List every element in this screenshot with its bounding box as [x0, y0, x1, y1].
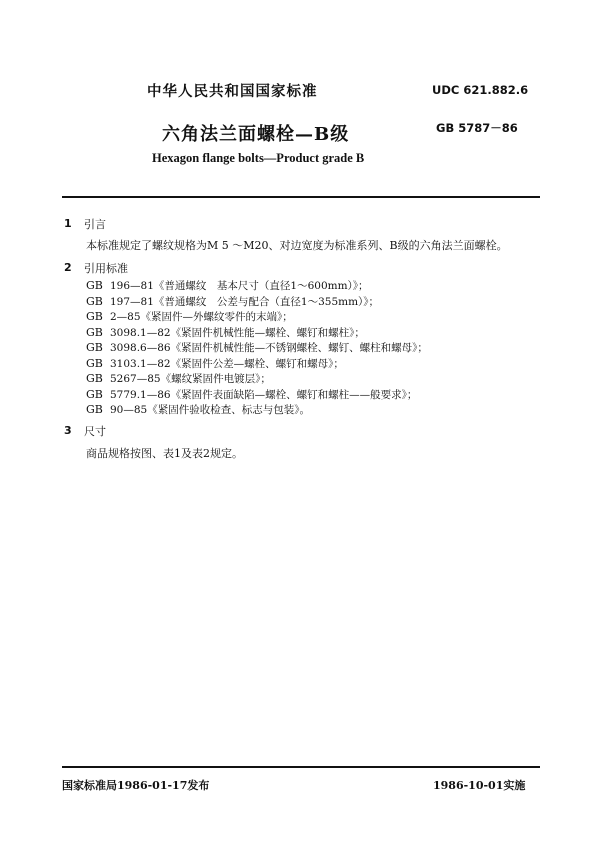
reference-list [86, 278, 428, 418]
section-3-number: 3 [64, 424, 72, 437]
reference-item [86, 325, 428, 341]
section-1-body: 本标准规定了螺纹规格为M 5 ～M20、对边宽度为标准系列、B级的六角法兰面螺栓。 [86, 239, 508, 252]
section-1-number: 1 [64, 217, 72, 230]
effective-date: 1986-10-01实施 [433, 779, 526, 792]
reference-text: 196—81《普通螺纹 基本尺寸（直径1～600mm）》； [110, 280, 369, 292]
reference-prefix: GB [86, 325, 103, 339]
reference-text: 5267—85《螺纹紧固件电镀层》； [110, 373, 271, 385]
reference-prefix: GB [86, 403, 103, 416]
reference-item [86, 356, 428, 372]
reference-text: 2—85《紧固件—外螺纹零件的末端》； [110, 311, 293, 323]
reference-item [86, 278, 428, 294]
section-3-body: 商品规格按图、表1及表2规定。 [86, 447, 243, 460]
reference-item [86, 309, 428, 325]
reference-text: 197—81《普通螺纹 公差与配合（直径1～355mm）》； [110, 295, 380, 308]
issuing-authority: 中华人民共和国国家标准 [147, 83, 318, 100]
footer-rule [62, 766, 540, 768]
section-1-title: 引言 [84, 218, 106, 231]
reference-prefix: GB [86, 279, 103, 292]
reference-item [86, 387, 428, 403]
document-subtitle-en: Hexagon flange bolts—Product grade B [152, 151, 365, 165]
udc-code: UDC 621.882.6 [432, 83, 529, 97]
reference-text: 5779.1—86《紧固件表面缺陷—螺栓、螺钉和螺柱——般要求》； [110, 388, 418, 401]
section-2-number: 2 [64, 261, 72, 274]
reference-text: 3098.1—82《紧固件机械性能—螺栓、螺钉和螺柱》； [110, 326, 365, 339]
reference-item [86, 340, 428, 356]
reference-prefix: GB [86, 387, 103, 401]
reference-item [86, 294, 428, 310]
reference-item [86, 371, 428, 387]
reference-prefix: GB [86, 372, 103, 385]
section-3-title: 尺寸 [84, 425, 106, 438]
header-rule [62, 196, 540, 198]
document-title: 六角法兰面螺栓—B级 [162, 124, 350, 145]
reference-prefix: GB [86, 341, 103, 354]
issue-date: 国家标准局1986-01-17发布 [62, 779, 210, 792]
reference-prefix: GB [86, 294, 103, 308]
reference-prefix: GB [86, 356, 103, 370]
reference-prefix: GB [86, 310, 103, 323]
reference-item [86, 402, 428, 418]
standard-number: GB 5787－86 [436, 121, 518, 135]
reference-text: 3103.1—82《紧固件公差—螺栓、螺钉和螺母》； [110, 357, 344, 370]
section-2-title: 引用标准 [84, 262, 128, 275]
reference-text: 3098.6—86《紧固件机械性能—不锈钢螺栓、螺钉、螺柱和螺母》； [110, 342, 428, 354]
reference-text: 90—85《紧固件验收检查、标志与包装》。 [110, 404, 310, 416]
